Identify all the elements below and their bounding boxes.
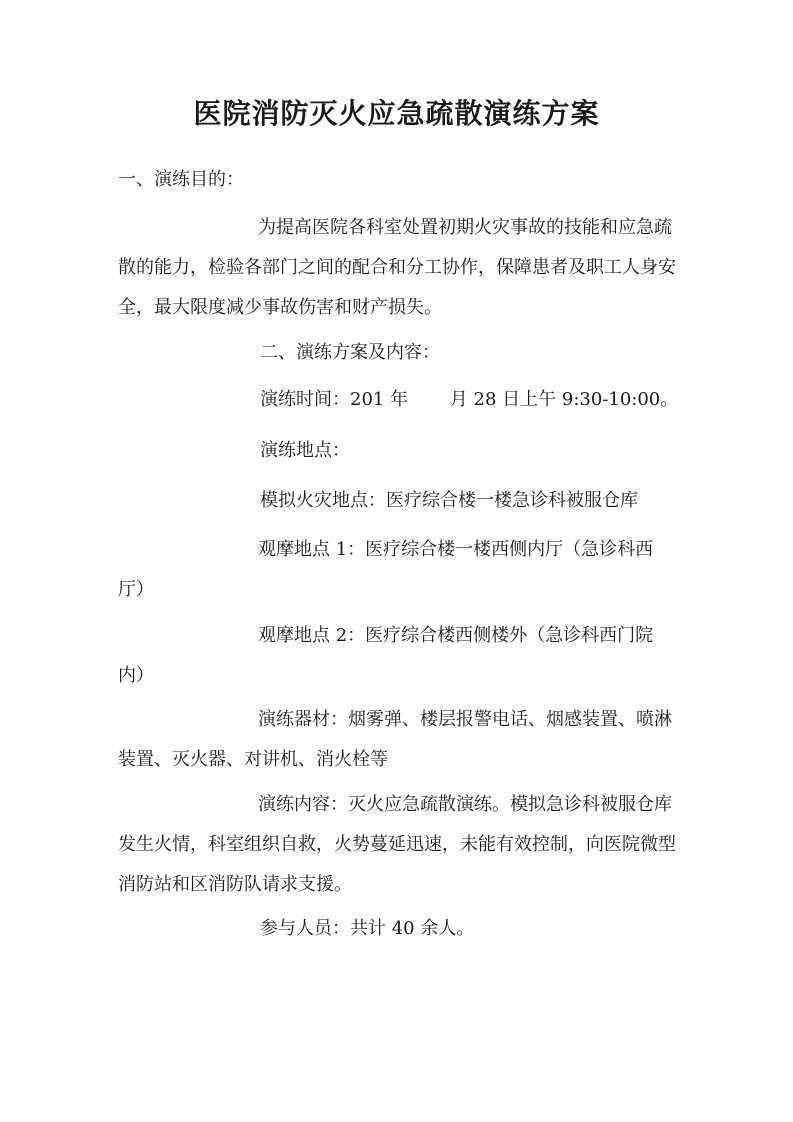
simulated-fire-location: 模拟火灾地点：医疗综合楼一楼急诊科被服仓库 bbox=[260, 490, 638, 511]
observation-point-2 bbox=[118, 616, 678, 696]
participants: 参与人员：共计 40 余人。 bbox=[260, 918, 475, 939]
section-heading-purpose: 一、演练目的： bbox=[118, 169, 244, 190]
observation-point-2-text: 观摩地点 2：医疗综合楼西侧楼外（急诊科西门院内） bbox=[118, 625, 654, 686]
drill-location-label: 演练地点： bbox=[260, 440, 350, 461]
drill-content bbox=[118, 785, 678, 905]
drill-equipment bbox=[118, 700, 678, 780]
observation-point-1-text: 观摩地点 1：医疗综合楼一楼西侧内厅（急诊科西厅） bbox=[118, 539, 654, 600]
section-heading-plan: 二、演练方案及内容： bbox=[260, 342, 440, 363]
purpose-paragraph bbox=[118, 208, 678, 328]
document-title: 医院消防灭火应急疏散演练方案 bbox=[193, 97, 600, 130]
drill-time: 演练时间：201 年 月 28 日上午 9:30-10:00。 bbox=[260, 389, 679, 410]
observation-point-1 bbox=[118, 530, 678, 610]
purpose-text: 为提高医院各科室处置初期火灾事故的技能和应急疏散的能力，检验各部门之间的配合和分工协作，保障患者及职工人身安全，最大限度减少事故伤害和财产损失。 bbox=[118, 217, 676, 318]
drill-equipment-text: 演练器材：烟雾弹、楼层报警电话、烟感装置、喷淋装置、灭火器、对讲机、消火栓等 bbox=[118, 709, 672, 770]
drill-content-text: 演练内容：灭火应急疏散演练。模拟急诊科被服仓库发生火情，科室组织自救，火势蔓延迅速，未能有效控制，向医院微型消防站和区消防队请求支援。 bbox=[118, 794, 676, 895]
